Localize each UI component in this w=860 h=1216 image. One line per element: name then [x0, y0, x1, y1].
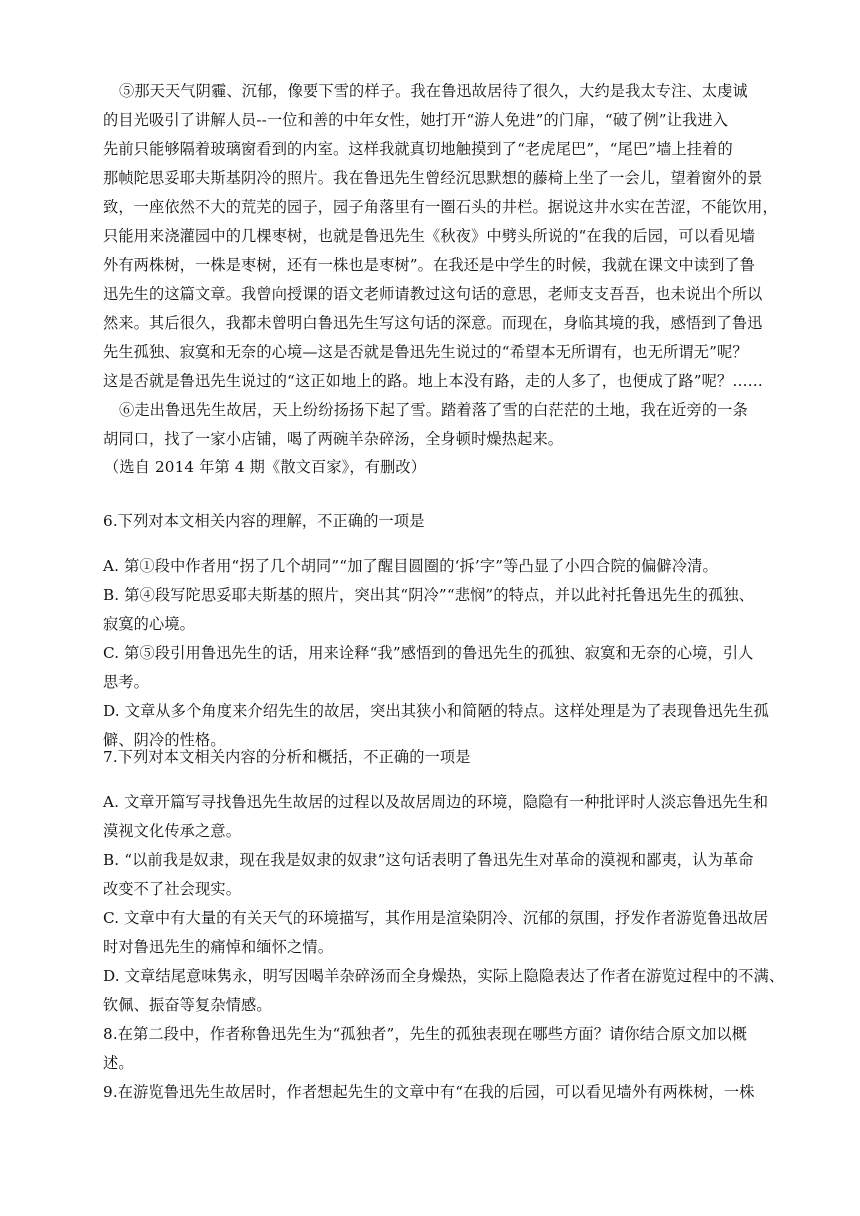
option-c: C. 文章中有大量的有关天气的环境描写，其作用是渲染阴冷、沉郁的氛围，抒发作者游览鲁迅故居 [103, 909, 769, 927]
paragraph-line: 然来。其后很久，我都未曾明白鲁迅先生写这句话的深意。而现在，身临其境的我，感悟到了鲁迅 [103, 314, 763, 332]
source-citation: （选自 2014 年第 4 期《散文百家》，有删改） [104, 458, 427, 476]
option-b-cont: 改变不了社会现实。 [103, 880, 242, 898]
paragraph-line: 外有两株树，一株是枣树，还有一株也是枣树”。在我还是中学生的时候，我就在课文中读到了鲁 [103, 256, 756, 274]
paragraph-line: 先前只能够隔着玻璃窗看到的内室。这样我就真切地触摸到了“老虎尾巴”，“尾巴”墙上挂着的 [103, 140, 733, 158]
paragraph-line: 先生孤独、寂寞和无奈的心境—这是否就是鲁迅先生说过的“希望本无所谓有，也无所谓无”呢？ [103, 343, 748, 361]
option-b: B. 第④段写陀思妥耶夫斯基的照片，突出其“阴冷”“悲悯”的特点，并以此衬托鲁迅先生的孤独、 [103, 586, 755, 604]
paragraph-line: 胡同口，找了一家小店铺，喝了两碗羊杂碎汤，全身顿时燥热起来。 [103, 430, 564, 448]
option-c: C. 第⑤段引用鲁迅先生的话，用来诠释“我”感悟到的鲁迅先生的孤独、寂寞和无奈的心境，引人 [103, 644, 754, 662]
paragraph-line: ⑥走出鲁迅先生故居，天上纷纷扬扬下起了雪。踏着落了雪的白茫茫的土地，我在近旁的一条 [119, 401, 748, 419]
question-stem: 7.下列对本文相关内容的分析和概括，不正确的一项是 [103, 748, 471, 766]
option-c-cont: 时对鲁迅先生的痛悼和缅怀之情。 [103, 938, 334, 956]
option-b: B. “以前我是奴隶，现在我是奴隶的奴隶”这句话表明了鲁迅先生对革命的漠视和鄙夷，认为革命 [103, 851, 754, 869]
option-d-cont: 钦佩、振奋等复杂情感。 [103, 996, 272, 1014]
option-a: A. 文章开篇写寻找鲁迅先生故居的过程以及故居周边的环境，隐隐有一种批评时人淡忘鲁迅先生和 [103, 793, 769, 811]
option-d-cont: 僻、阴冷的性格。 [103, 731, 226, 749]
paragraph-line: 那帧陀思妥耶夫斯基阴冷的照片。我在鲁迅先生曾经沉思默想的藤椅上坐了一会儿，望着窗外的景 [103, 169, 763, 187]
option-a: A. 第①段中作者用“拐了几个胡同”“加了醒目圆圈的‘拆’字”等凸显了小四合院的偏僻冷清。 [103, 557, 718, 575]
option-a-cont: 漠视文化传承之意。 [103, 822, 242, 840]
option-c-cont: 思考。 [103, 673, 150, 691]
paragraph-line: 致，一座依然不大的荒芜的园子，园子角落里有一圈石头的井栏。据说这井水实在苦涩，不能饮用， [103, 198, 778, 216]
question-stem-cont: 述。 [103, 1054, 134, 1072]
question-stem: 8.在第二段中，作者称鲁迅先生为“孤独者”，先生的孤独表现在哪些方面？请你结合原文加以概 [103, 1025, 748, 1043]
paragraph-line: 只能用来浇灌园中的几棵枣树，也就是鲁迅先生《秋夜》中劈头所说的“在我的后园，可以看见墙 [103, 227, 756, 245]
option-d: D. 文章结尾意味隽永，明写因喝羊杂碎汤而全身燥热，实际上隐隐表达了作者在游览过程中的不满、 [103, 967, 785, 985]
paragraph-line: 这是否就是鲁迅先生说过的“这正如地上的路。地上本没有路，走的人多了，也便成了路”呢？…… [103, 372, 764, 390]
paragraph-line: ⑤那天天气阴霾、沉郁，像要下雪的样子。我在鲁迅故居待了很久，大约是我太专注、太虔诚 [119, 82, 748, 100]
paragraph-line: 的目光吸引了讲解人员--一位和善的中年女性，她打开“游人免进”的门扉，“破了例”让我进入 [103, 111, 729, 129]
question-stem: 9.在游览鲁迅先生故居时，作者想起先生的文章中有“在我的后园，可以看见墙外有两株树，一株 [103, 1083, 755, 1101]
option-b-cont: 寂寞的心境。 [103, 615, 196, 633]
option-d: D. 文章从多个角度来介绍先生的故居，突出其狭小和简陋的特点。这样处理是为了表现鲁迅先生孤 [103, 702, 769, 720]
paragraph-line: 迅先生的这篇文章。我曾向授课的语文老师请教过这句话的意思，老师支支吾吾，也未说出个所以 [103, 285, 763, 303]
question-stem: 6.下列对本文相关内容的理解，不正确的一项是 [103, 512, 425, 530]
